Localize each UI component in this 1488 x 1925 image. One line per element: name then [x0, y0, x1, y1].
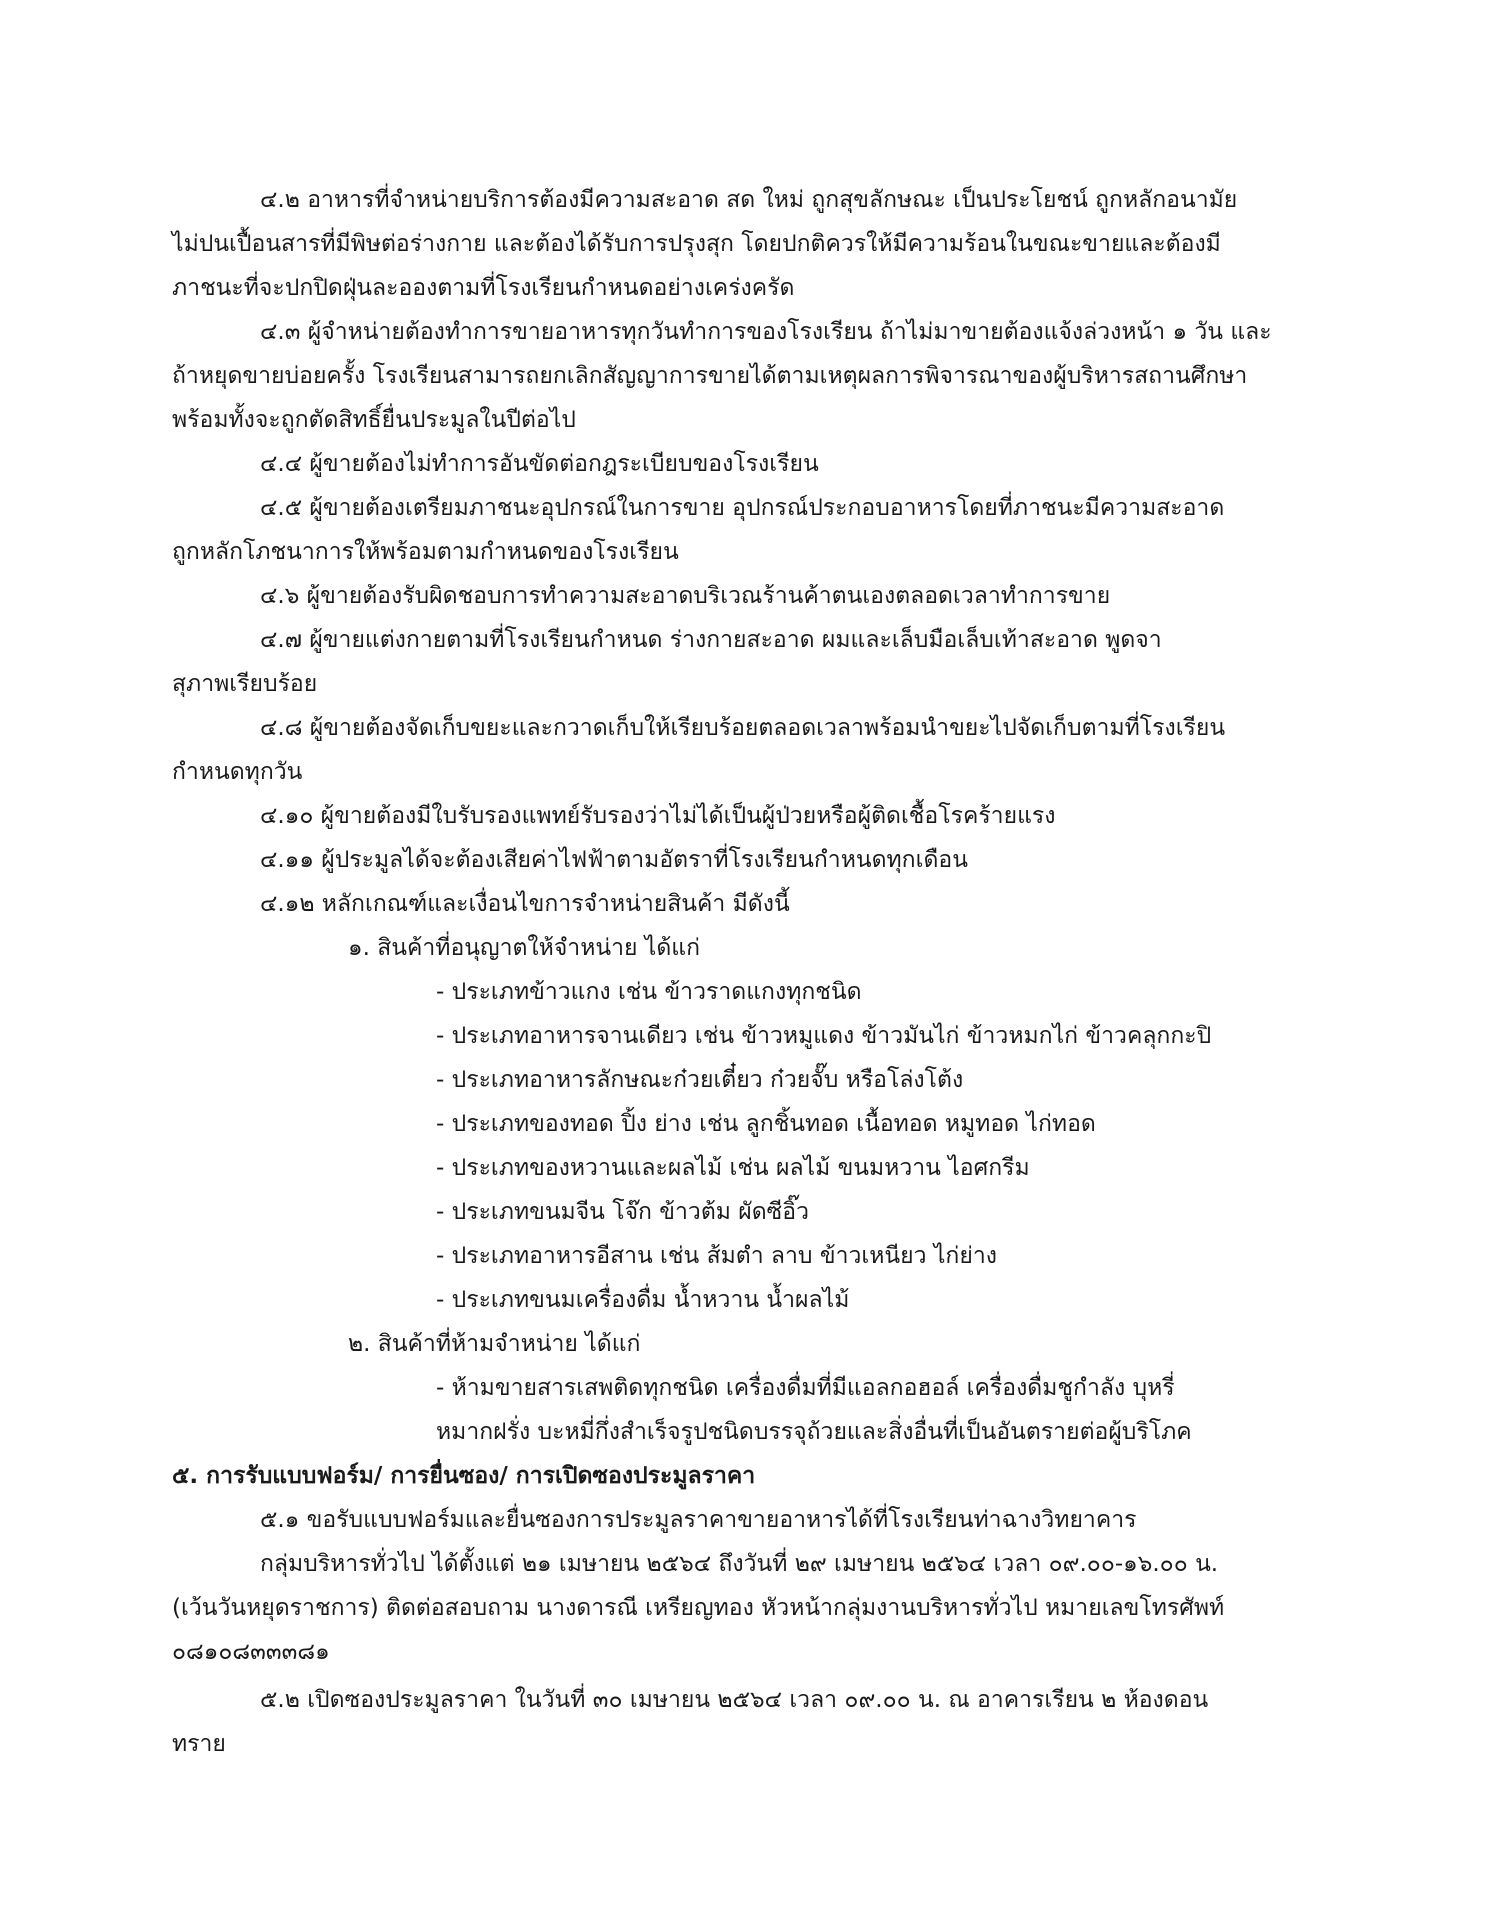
item-5-2-line-2: ทราย — [172, 1731, 226, 1757]
item-4-7-line-2: สุภาพเรียบร้อย — [172, 671, 318, 697]
item-4-10: ๔.๑๐ ผู้ขายต้องมีใบรับรองแพทย์รับรองว่าไม่ได้เป็นผู้ป่วยหรือผู้ติดเชื้อโรคร้ายแรง — [260, 803, 1056, 829]
item-4-2-line-3: ภาชนะที่จะปกปิดฝุ่นละอองตามที่โรงเรียนกำหนดอย่างเคร่งครัด — [172, 275, 795, 301]
item-5-1-line-1: ๕.๑ ขอรับแบบฟอร์มและยื่นซองการประมูลราคาขายอาหารได้ที่โรงเรียนท่าฉางวิทยาคาร — [260, 1507, 1137, 1533]
item-5-1-line-3: (เว้นวันหยุดราชการ) ติดต่อสอบถาม นางดารณี เหรียญทอง หัวหน้ากลุ่มงานบริหารทั่วไป หมายเลขโทรศัพท์ — [172, 1595, 1225, 1621]
allowed-item: - ประเภทอาหารอีสาน เช่น ส้มตำ ลาบ ข้าวเหนียว ไก่ย่าง — [436, 1243, 997, 1269]
item-4-11: ๔.๑๑ ผู้ประมูลได้จะต้องเสียค่าไฟฟ้าตามอัตราที่โรงเรียนกำหนดทุกเดือน — [260, 847, 968, 873]
forbidden-line-2: หมากฝรั่ง บะหมี่กึ่งสำเร็จรูปชนิดบรรจุถ้วยและสิ่งอื่นที่เป็นอันตรายต่อผู้บริโภค — [436, 1419, 1192, 1445]
forbidden-line-1: - ห้ามขายสารเสพติดทุกชนิด เครื่องดื่มที่มีแอลกอฮอล์ เครื่องดื่มชูกำลัง บุหรี่ — [436, 1375, 1175, 1401]
allowed-item: - ประเภทของทอด ปิ้ง ย่าง เช่น ลูกชิ้นทอด เนื้อทอด หมูทอด ไก่ทอด — [436, 1111, 1096, 1137]
allowed-goods-title: ๑. สินค้าที่อนุญาตให้จำหน่าย ได้แก่ — [348, 935, 701, 961]
item-4-3-line-1: ๔.๓ ผู้จำหน่ายต้องทำการขายอาหารทุกวันทำการของโรงเรียน ถ้าไม่มาขายต้องแจ้งล่วงหน้า ๑ วัน และ — [260, 319, 1272, 345]
item-5-1-line-2: กลุ่มบริหารทั่วไป ได้ตั้งแต่ ๒๑ เมษายน ๒๕๖๔ ถึงวันที่ ๒๙ เมษายน ๒๕๖๔ เวลา ๐๙.๐๐-๑๖.๐๐ น. — [260, 1551, 1219, 1577]
item-4-7-line-1: ๔.๗ ผู้ขายแต่งกายตามที่โรงเรียนกำหนด ร่างกายสะอาด ผมและเล็บมือเล็บเท้าสะอาด พูดจา — [260, 627, 1162, 653]
item-5-1-phone: ๐๘๑๐๘๓๓๓๘๑ — [172, 1639, 330, 1665]
item-4-6: ๔.๖ ผู้ขายต้องรับผิดชอบการทำความสะอาดบริเวณร้านค้าตนเองตลอดเวลาทำการขาย — [260, 583, 1111, 609]
item-4-5-line-1: ๔.๕ ผู้ขายต้องเตรียมภาชนะอุปกรณ์ในการขาย อุปกรณ์ประกอบอาหารโดยที่ภาชนะมีความสะอาด — [260, 495, 1225, 521]
allowed-item: - ประเภทขนมเครื่องดื่ม น้ำหวาน น้ำผลไม้ — [436, 1287, 850, 1313]
allowed-item: - ประเภทขนมจีน โจ๊ก ข้าวต้ม ผัดซีอิ๊ว — [436, 1199, 809, 1225]
allowed-item: - ประเภทของหวานและผลไม้ เช่น ผลไม้ ขนมหวาน ไอศกรีม — [436, 1155, 1030, 1181]
item-4-8-line-1: ๔.๘ ผู้ขายต้องจัดเก็บขยะและกวาดเก็บให้เรียบร้อยตลอดเวลาพร้อมนำขยะไปจัดเก็บตามที่โรงเรียน — [260, 715, 1226, 741]
item-4-8-line-2: กำหนดทุกวัน — [172, 759, 303, 785]
item-4-4: ๔.๔ ผู้ขายต้องไม่ทำการอันขัดต่อกฎระเบียบของโรงเรียน — [260, 451, 819, 477]
item-4-12: ๔.๑๒ หลักเกณฑ์และเงื่อนไขการจำหน่ายสินค้า มีดังนี้ — [260, 891, 790, 917]
item-4-2-line-2: ไม่ปนเปื้อนสารที่มีพิษต่อร่างกาย และต้องได้รับการปรุงสุก โดยปกติควรให้มีความร้อนในขณะขายและต้องมี — [172, 231, 1221, 257]
item-4-3-line-3: พร้อมทั้งจะถูกตัดสิทธิ์ยื่นประมูลในปีต่อไป — [172, 407, 576, 433]
item-5-2-line-1: ๕.๒ เปิดซองประมูลราคา ในวันที่ ๓๐ เมษายน ๒๕๖๔ เวลา ๐๙.๐๐ น. ณ อาคารเรียน ๒ ห้องดอน — [260, 1687, 1209, 1713]
item-4-5-line-2: ถูกหลักโภชนาการให้พร้อมตามกำหนดของโรงเรียน — [172, 539, 679, 565]
forbidden-goods-title: ๒. สินค้าที่ห้ามจำหน่าย ได้แก่ — [348, 1331, 641, 1357]
allowed-item: - ประเภทข้าวแกง เช่น ข้าวราดแกงทุกชนิด — [436, 979, 862, 1005]
allowed-item: - ประเภทอาหารจานเดียว เช่น ข้าวหมูแดง ข้าวมันไก่ ข้าวหมกไก่ ข้าวคลุกกะปิ — [436, 1023, 1212, 1049]
section-5-heading: ๕. การรับแบบฟอร์ม/ การยื่นซอง/ การเปิดซองประมูลราคา — [172, 1463, 756, 1489]
item-4-3-line-2: ถ้าหยุดขายบ่อยครั้ง โรงเรียนสามารถยกเลิกสัญญาการขายได้ตามเหตุผลการพิจารณาของผู้บริหารสถานศึกษา — [172, 363, 1248, 389]
item-4-2-line-1: ๔.๒ อาหารที่จำหน่ายบริการต้องมีความสะอาด สด ใหม่ ถูกสุขลักษณะ เป็นประโยชน์ ถูกหลักอนามัย — [260, 187, 1238, 213]
allowed-item: - ประเภทอาหารลักษณะก๋วยเตี๋ยว ก๋วยจั๊บ หรือโล่งโต้ง — [436, 1067, 964, 1093]
